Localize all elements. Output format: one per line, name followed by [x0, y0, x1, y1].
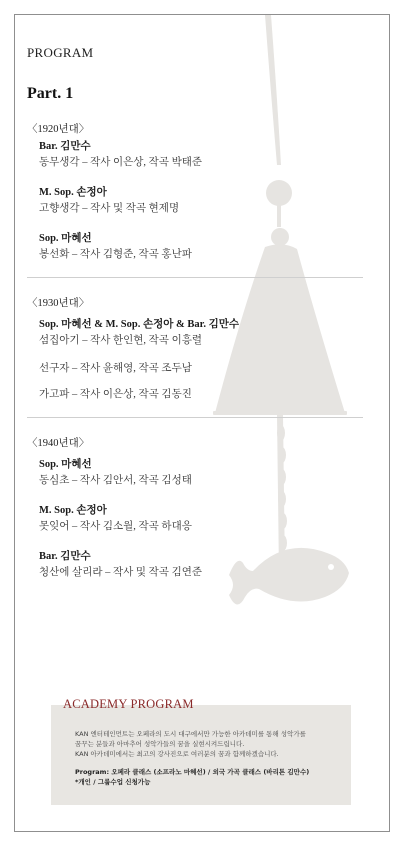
performance-item: [39, 185, 359, 217]
academy-program-line: Program: 오페라 클래스 (소프라노 마혜선) / 외국 가곡 클래스 (바리톤 김만수): [75, 768, 310, 776]
academy-program-line: *개인 / 그룹수업 신청가능: [75, 778, 151, 786]
performance-item: [39, 387, 359, 403]
song-credit: 가고파 – 작사 이은상, 작곡 김동진: [39, 389, 192, 400]
program-page: [14, 14, 390, 832]
era-label-1920s: 〈1920년대〉: [27, 124, 90, 135]
song-credit: 고향생각 – 작사 및 작곡 현제명: [39, 203, 180, 214]
song-credit: 섬집아기 – 작사 한인현, 작곡 이흥렬: [39, 335, 203, 346]
song-credit: 동무생각 – 작사 이은상, 작곡 박태준: [39, 157, 203, 168]
performer-name: Sop. 마혜선: [39, 233, 92, 244]
performer-name: Bar. 김만수: [39, 141, 91, 152]
performance-item: [39, 139, 359, 171]
performance-item: [39, 317, 359, 349]
song-credit: 못잊어 – 작사 김소월, 작곡 하대응: [39, 521, 192, 532]
part-title: Part. 1: [27, 85, 74, 102]
program-heading: PROGRAM: [27, 45, 94, 60]
song-credit: 선구자 – 작사 윤해영, 작곡 조두남: [39, 363, 192, 374]
academy-description-line: 꿈꾸는 분들과 아마추어 성악가들의 꿈을 실현시켜드립니다.: [75, 740, 245, 748]
section-divider: [27, 277, 363, 278]
academy-description-line: KAN 엔터테인먼트는 오페라의 도시 대구에서만 가능한 아카데미를 통해 성악가를: [75, 730, 306, 738]
academy-program-details: [75, 767, 345, 787]
performer-name: Sop. 마혜선: [39, 459, 92, 470]
performer-name: Bar. 김만수: [39, 551, 91, 562]
performer-name: Sop. 마혜선 & M. Sop. 손정아 & Bar. 김만수: [39, 319, 239, 330]
academy-title: ACADEMY PROGRAM: [63, 697, 194, 711]
era-label-1930s: 〈1930년대〉: [27, 298, 90, 309]
academy-description: [75, 729, 345, 759]
song-credit: 동심초 – 작사 김안서, 작곡 김성태: [39, 475, 192, 486]
performance-item: [39, 457, 359, 489]
section-divider: [27, 417, 363, 418]
academy-program-box: [51, 697, 351, 805]
performer-name: M. Sop. 손정아: [39, 187, 107, 198]
academy-description-line: KAN 아카데미에서는 최고의 강사진으로 여러분의 꿈과 함께하겠습니다.: [75, 750, 279, 758]
performance-item: [39, 503, 359, 535]
performance-item: [39, 361, 359, 377]
performance-item: [39, 231, 359, 263]
performance-item: [39, 549, 359, 581]
era-label-1940s: 〈1940년대〉: [27, 438, 90, 449]
performer-name: M. Sop. 손정아: [39, 505, 107, 516]
song-credit: 청산에 살리라 – 작사 및 작곡 김연준: [39, 567, 203, 578]
song-credit: 봉선화 – 작사 김형준, 작곡 홍난파: [39, 249, 192, 260]
